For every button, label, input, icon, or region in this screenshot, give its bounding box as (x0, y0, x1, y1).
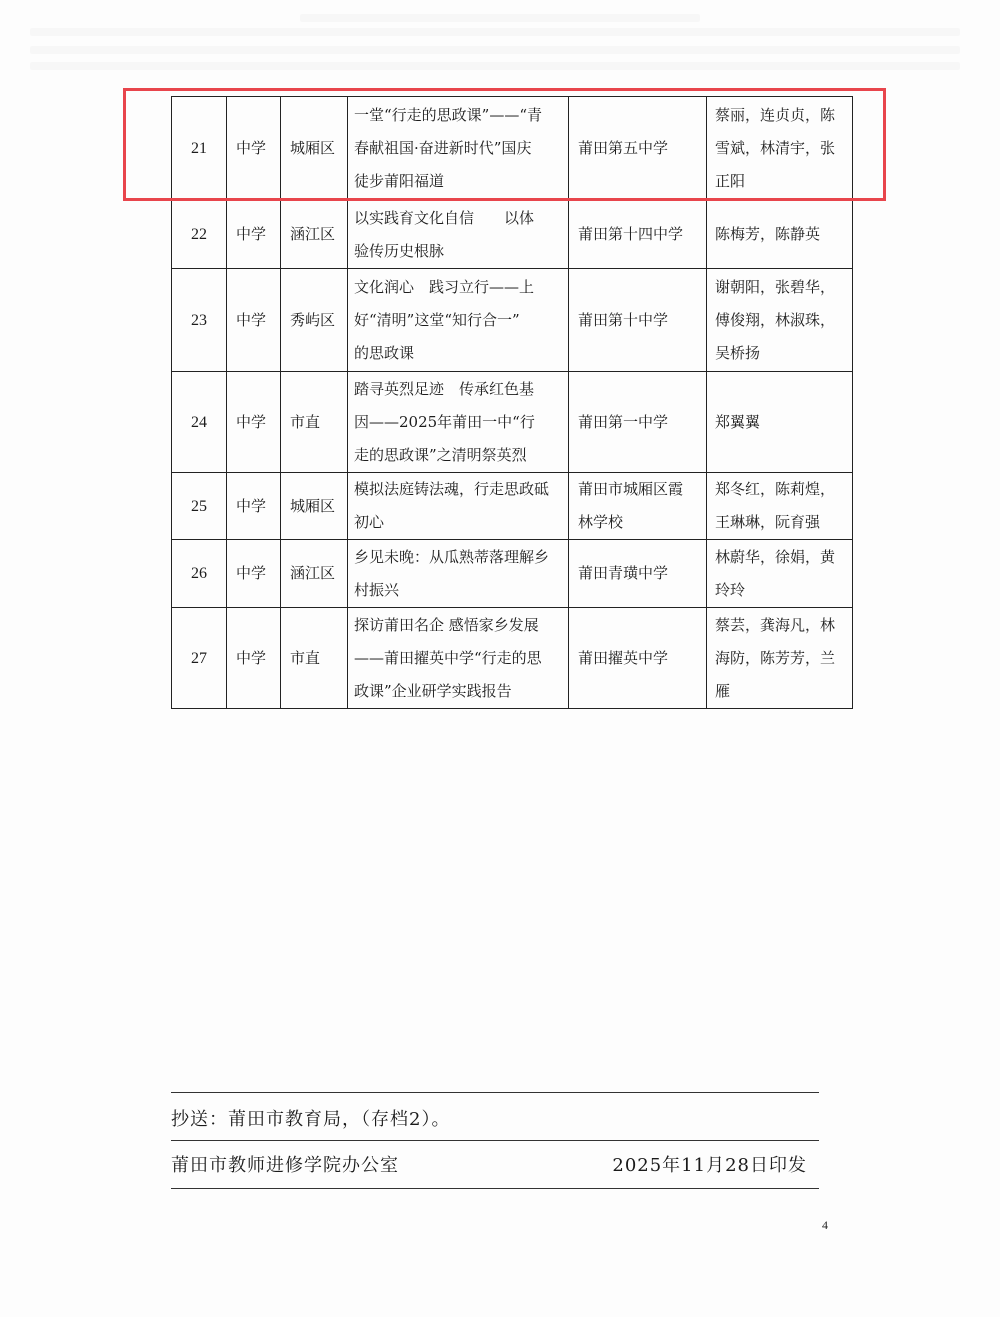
school-level-cell (227, 540, 281, 608)
work-title-line: 春献祖国·奋进新时代”国庆 (354, 139, 532, 157)
school-name-line: 莆田市城厢区霞 (578, 480, 684, 498)
school-name-cell (569, 372, 707, 473)
row-number: 23 (191, 311, 207, 329)
district-cell (281, 540, 348, 608)
school-name-cell (569, 608, 707, 709)
authors-line: 海防，陈芳芳，兰 (715, 648, 836, 667)
district: 城厢区 (290, 139, 336, 157)
school-level: 中学 (236, 139, 267, 157)
district: 涵江区 (290, 564, 336, 582)
authors-cell (707, 201, 853, 269)
school-name-line: 莆田第十中学 (578, 310, 669, 329)
show-through-mark (30, 46, 960, 54)
authors-line: 郑翼翼 (715, 412, 761, 431)
school-level-cell (227, 608, 281, 709)
footer-rule-top (171, 1092, 819, 1093)
work-title-cell (348, 201, 569, 269)
show-through-mark (300, 14, 700, 22)
work-title-line: 因——2025年莆田一中“行 (354, 412, 535, 431)
authors-line: 玲玲 (715, 580, 746, 599)
work-title-line: 文化润心 践习立行——上 (354, 277, 535, 296)
work-title-cell (348, 97, 569, 201)
table-row (172, 473, 853, 540)
table-row (172, 608, 853, 709)
school-level: 中学 (236, 496, 267, 515)
school-name-line: 莆田第十四中学 (578, 225, 684, 243)
district-cell (281, 269, 348, 372)
district: 秀屿区 (290, 310, 336, 329)
work-title-line: 走的思政课”之清明祭英烈 (354, 445, 527, 464)
school-level: 中学 (236, 225, 267, 243)
work-title-line: 验传历史根脉 (354, 241, 445, 260)
district: 市直 (290, 412, 321, 431)
district-cell (281, 473, 348, 540)
school-level-cell (227, 473, 281, 540)
district-cell (281, 97, 348, 201)
work-title-line: 徒步莆阳福道 (354, 172, 445, 190)
authors-cell (707, 97, 853, 201)
authors-cell (707, 269, 853, 372)
authors-line: 正阳 (715, 172, 746, 190)
school-level-cell (227, 269, 281, 372)
district-cell (281, 201, 348, 269)
authors-line: 林蔚华，徐娟，黄 (715, 547, 836, 566)
school-level: 中学 (236, 310, 267, 329)
row-number: 24 (191, 413, 207, 431)
row-number: 27 (191, 649, 207, 667)
school-name-line: 莆田青璜中学 (578, 564, 669, 582)
school-name-line: 莆田擢英中学 (578, 648, 669, 667)
school-level: 中学 (236, 648, 267, 667)
school-name-cell (569, 201, 707, 269)
authors-line: 蔡芸，龚海凡，林 (715, 615, 836, 634)
award-list-table (171, 96, 852, 709)
authors-cell (707, 372, 853, 473)
work-title-line: 政课”企业研学实践报告 (354, 681, 512, 700)
authors-line: 吴桥扬 (715, 343, 761, 362)
work-title-line: 以实践育文化自信 以体 (354, 208, 535, 227)
issuer-name: 莆田市教师进修学院办公室 (171, 1155, 399, 1176)
row-number-cell (172, 201, 227, 269)
authors-line: 雪斌，林清宇，张 (715, 139, 836, 157)
row-number-cell (172, 608, 227, 709)
issuer-line (171, 1146, 819, 1186)
work-title-line: 模拟法庭铸法魂，行走思政砥 (354, 480, 550, 498)
row-number-cell (172, 269, 227, 372)
district-cell (281, 372, 348, 473)
work-title-cell (348, 608, 569, 709)
school-name-cell (569, 97, 707, 201)
district: 城厢区 (290, 496, 336, 515)
row-number-cell (172, 372, 227, 473)
school-name-line: 林学校 (578, 513, 624, 531)
work-title-line: 的思政课 (354, 343, 415, 362)
school-name-cell (569, 473, 707, 540)
school-level-cell (227, 201, 281, 269)
authors-line: 王琳琳，阮育强 (715, 513, 821, 531)
row-number: 21 (191, 140, 207, 157)
work-title-cell (348, 372, 569, 473)
table-row (172, 540, 853, 608)
authors-cell (707, 540, 853, 608)
table-row (172, 97, 853, 201)
page-number: 4 (822, 1218, 828, 1232)
row-number-cell (172, 473, 227, 540)
work-title-cell (348, 540, 569, 608)
footer-rule-bottom (171, 1188, 819, 1189)
school-level-cell (227, 97, 281, 201)
school-name-line: 莆田第五中学 (578, 139, 669, 157)
school-name-cell (569, 540, 707, 608)
row-number: 25 (191, 497, 207, 515)
cc-text: 抄送：莆田市教育局，（存档2）。 (171, 1109, 451, 1130)
school-level: 中学 (236, 564, 267, 582)
work-title-line: 踏寻英烈足迹 传承红色基 (354, 379, 535, 398)
district: 涵江区 (290, 225, 336, 243)
work-title-cell (348, 473, 569, 540)
row-number: 22 (191, 226, 207, 243)
work-title-line: 乡见未晚：从瓜熟蒂落理解乡 (354, 547, 550, 566)
district: 市直 (290, 648, 321, 667)
authors-cell (707, 608, 853, 709)
issue-date: 2025年11月28日印发 (612, 1155, 807, 1176)
authors-line: 蔡丽，连贞贞，陈 (715, 106, 836, 124)
authors-line: 郑冬红，陈莉煌， (715, 480, 836, 498)
footer-rule-middle (171, 1140, 819, 1141)
district-cell (281, 608, 348, 709)
work-title-line: 探访莆田名企 感悟家乡发展 (354, 615, 539, 634)
work-title-cell (348, 269, 569, 372)
table-row (172, 201, 853, 269)
cc-line (171, 1100, 819, 1140)
school-name-line: 莆田第一中学 (578, 412, 669, 431)
show-through-mark (30, 28, 960, 36)
table-row (172, 269, 853, 372)
authors-line: 傅俊翔，林淑珠， (715, 310, 836, 329)
work-title-line: 好“清明”这堂“知行合一” (354, 310, 520, 329)
work-title-line: 一堂“行走的思政课”——“青 (354, 106, 543, 124)
work-title-line: 初心 (354, 513, 385, 531)
row-number-cell (172, 540, 227, 608)
school-level-cell (227, 372, 281, 473)
authors-line: 陈梅芳，陈静英 (715, 225, 821, 243)
authors-line: 雁 (715, 681, 731, 700)
authors-cell (707, 473, 853, 540)
work-title-line: 村振兴 (354, 580, 400, 599)
row-number: 26 (191, 565, 207, 582)
school-level: 中学 (236, 412, 267, 431)
row-number-cell (172, 97, 227, 201)
table-row (172, 372, 853, 473)
work-title-line: ——莆田擢英中学“行走的思 (354, 648, 542, 667)
show-through-mark (30, 62, 960, 70)
school-name-cell (569, 269, 707, 372)
authors-line: 谢朝阳，张碧华， (715, 277, 836, 296)
